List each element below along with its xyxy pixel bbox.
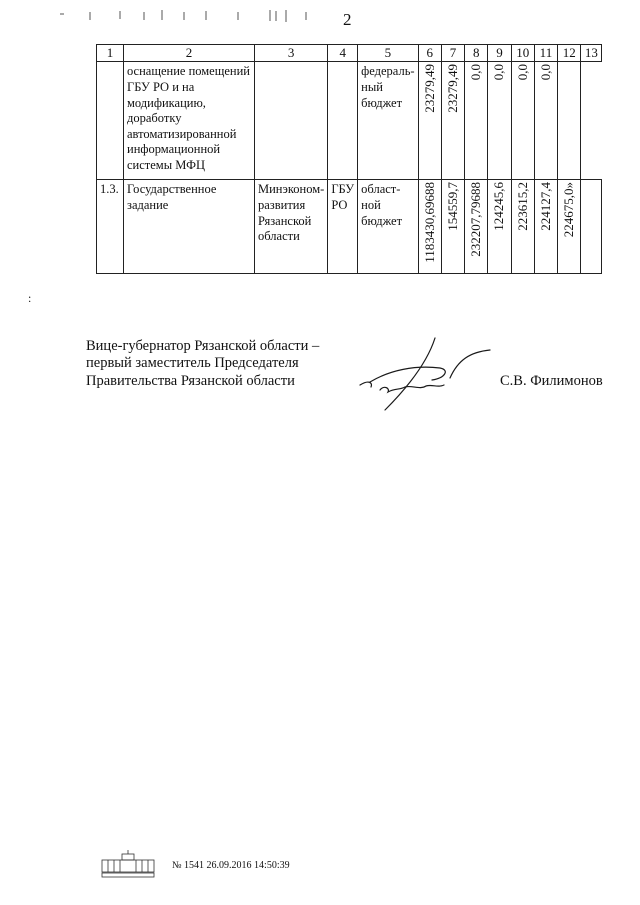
row-number-cell: 1.3. [97,180,124,274]
value-cell [511,62,534,180]
signatory-title-line: первый заместитель Председателя [86,355,299,372]
agency-cell [328,62,358,180]
value-cell [534,62,557,180]
funding-source-cell: федераль-ный бюджет [358,62,418,180]
scan-artifact-marks [60,8,320,24]
table-row [97,62,602,180]
value-text: 154559,7 [444,182,460,231]
value-text: 224675,0» [561,182,577,238]
value-cell [534,180,557,274]
value-cell [465,62,488,180]
value-text: 23279,49 [421,64,437,113]
value-text: 0,0 [468,64,484,81]
header-cell: 9 [488,45,511,62]
header-cell: 10 [511,45,534,62]
value-text: 0,0 [514,64,530,81]
agency-cell: ГБУ РО [328,180,358,274]
header-cell: 7 [441,45,464,62]
header-cell: 1 [97,45,124,62]
document-registration-stamp: № 1541 26.09.2016 14:50:39 [172,860,290,871]
header-cell: 6 [418,45,441,62]
value-text: 124245,6 [491,182,507,231]
signatory-title-line: Вице-губернатор Рязанской области – [86,338,320,354]
value-cell [465,180,488,274]
executor-cell [255,62,328,180]
header-cell: 2 [124,45,255,62]
row-number-cell [97,62,124,180]
value-cell [441,180,464,274]
table-row [97,180,602,274]
header-cell: 13 [581,45,602,62]
value-cell [558,180,581,274]
value-cell [488,180,511,274]
table-header-row [97,45,602,62]
value-text: 0,0 [537,64,553,81]
signatory-name: С.В. Филимонов [500,373,603,389]
government-building-logo [100,850,156,878]
value-cell [418,180,441,274]
value-cell [488,62,511,180]
value-text: 232207,79688 [468,182,484,257]
header-cell: 8 [465,45,488,62]
header-cell: 3 [255,45,328,62]
document-footer [100,850,360,880]
value-cell [511,180,534,274]
signatory-title-line: Правительства Рязанской области [86,372,295,389]
measure-name-cell: Государственное задание [124,180,255,274]
budget-table [96,44,602,274]
value-text: 223615,2 [514,182,530,231]
funding-source-cell: област-ной бюджет [358,180,418,274]
empty-cell [581,180,602,274]
header-cell: 5 [358,45,418,62]
value-text: 0,0 [491,64,507,81]
value-cell [441,62,464,180]
value-cell [418,62,441,180]
header-cell: 11 [534,45,557,62]
side-mark: : [28,291,32,305]
empty-cell [558,62,581,180]
value-text: 1183430,69688 [421,182,437,264]
value-text: 224127,4 [537,182,553,231]
value-text: 23279,49 [444,64,460,113]
header-cell: 12 [558,45,581,62]
page-number: 2 [343,10,352,29]
executor-cell: Минэконом-развития Рязанской области [255,180,328,274]
signatory-title [86,338,319,390]
measure-name-cell: оснащение помещений ГБУ РО и на модификацию, доработку автоматизированной информационной системы МФЦ [124,62,255,180]
header-cell: 4 [328,45,358,62]
handwritten-signature [340,330,500,420]
